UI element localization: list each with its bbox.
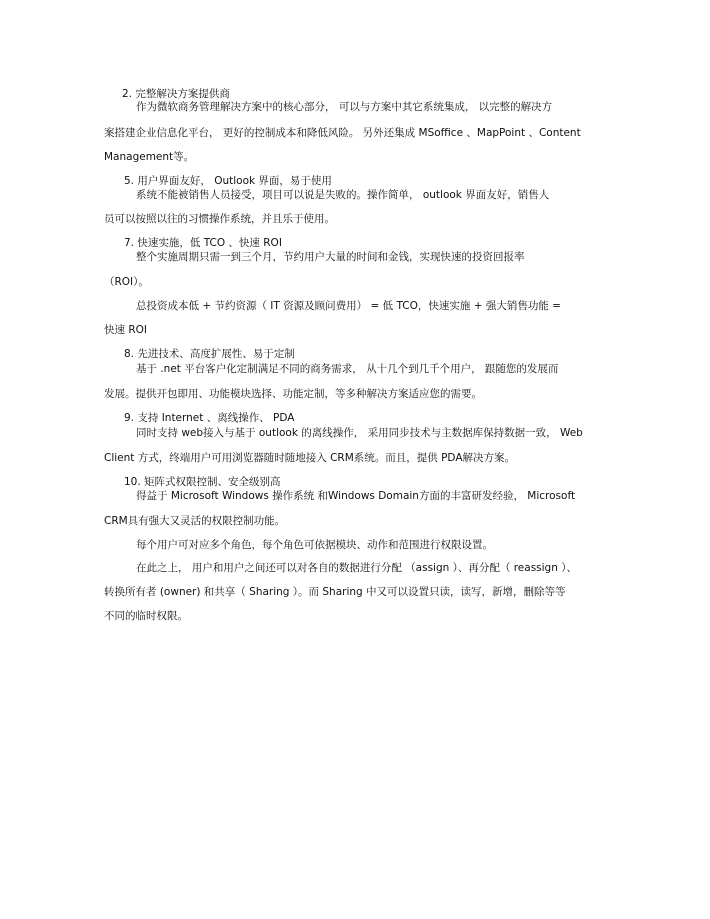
section-heading: 5. 用户界面友好， Outlook 界面，易于使用 [124, 175, 332, 187]
paragraph-line: 不同的临时权限。 [104, 610, 188, 622]
paragraph-line: Client 方式，终端用户可用浏览器随时随地接入 CRM系统。而且，提供 PDA解决方案。 [104, 452, 516, 464]
paragraph-line: Management等。 [104, 151, 195, 163]
paragraph-line: （ROI）。 [104, 276, 149, 288]
paragraph-line: 整个实施周期只需一到三个月，节约用户大量的时间和金钱，实现快速的投资回报率 [136, 251, 525, 263]
paragraph-line: 基于 .net 平台客户化定制满足不同的商务需求， 从十几个到几千个用户， 跟随您的发展而 [136, 363, 559, 375]
section-heading: 8. 先进技术、高度扩展性、易于定制 [124, 348, 295, 360]
paragraph-line: 系统不能被销售人员接受，项目可以说是失败的。操作简单， outlook 界面友好，销售人 [136, 189, 550, 201]
paragraph-line: 转换所有者 (owner) 和共享（ Sharing ）。而 Sharing 中又可以设置只读，读写，新增，删除等等 [104, 586, 566, 598]
section-heading: 10. 矩阵式权限控制、安全级别高 [124, 476, 281, 488]
paragraph-line: 得益于 Microsoft Windows 操作系统 和Windows Domain方面的丰富研发经验， Microsoft [136, 490, 576, 502]
paragraph-line: 发展。提供开包即用、功能模块选择、功能定制，等多种解决方案适应您的需要。 [104, 388, 482, 400]
paragraph-line: 每个用户可对应多个角色，每个角色可依据模块、动作和范围进行权限设置。 [136, 539, 493, 551]
paragraph-line: CRM具有强大又灵活的权限控制功能。 [104, 515, 286, 527]
paragraph-line: 在此之上， 用户和用户之间还可以对各自的数据进行分配 （assign ）、再分配（ reassign ）、 [136, 562, 577, 574]
paragraph-line: 员可以按照以往的习惯操作系统，并且乐于使用。 [104, 213, 335, 225]
section-heading: 9. 支持 Internet 、离线操作、 PDA [124, 412, 295, 424]
paragraph-line: 总投资成本低 + 节约资源（ IT 资源及顾问费用） = 低 TCO，快速实施 + 强大销售功能 = [136, 300, 561, 312]
paragraph-line: 案搭建企业信息化平台， 更好的控制成本和降低风险。 另外还集成 MSoffice 、MapPoint 、Content [104, 127, 581, 139]
paragraph-line: 作为微软商务管理解决方案中的核心部分， 可以与方案中其它系统集成， 以完整的解决方 [136, 101, 553, 113]
section-heading: 2. 完整解决方案提供商 [122, 88, 230, 100]
paragraph-line: 同时支持 web接入与基于 outlook 的离线操作， 采用同步技术与主数据库保持数据一致， Web [136, 427, 583, 439]
paragraph-line: 快速 ROI [104, 324, 147, 336]
section-heading: 7. 快速实施，低 TCO 、快速 ROI [124, 237, 282, 249]
